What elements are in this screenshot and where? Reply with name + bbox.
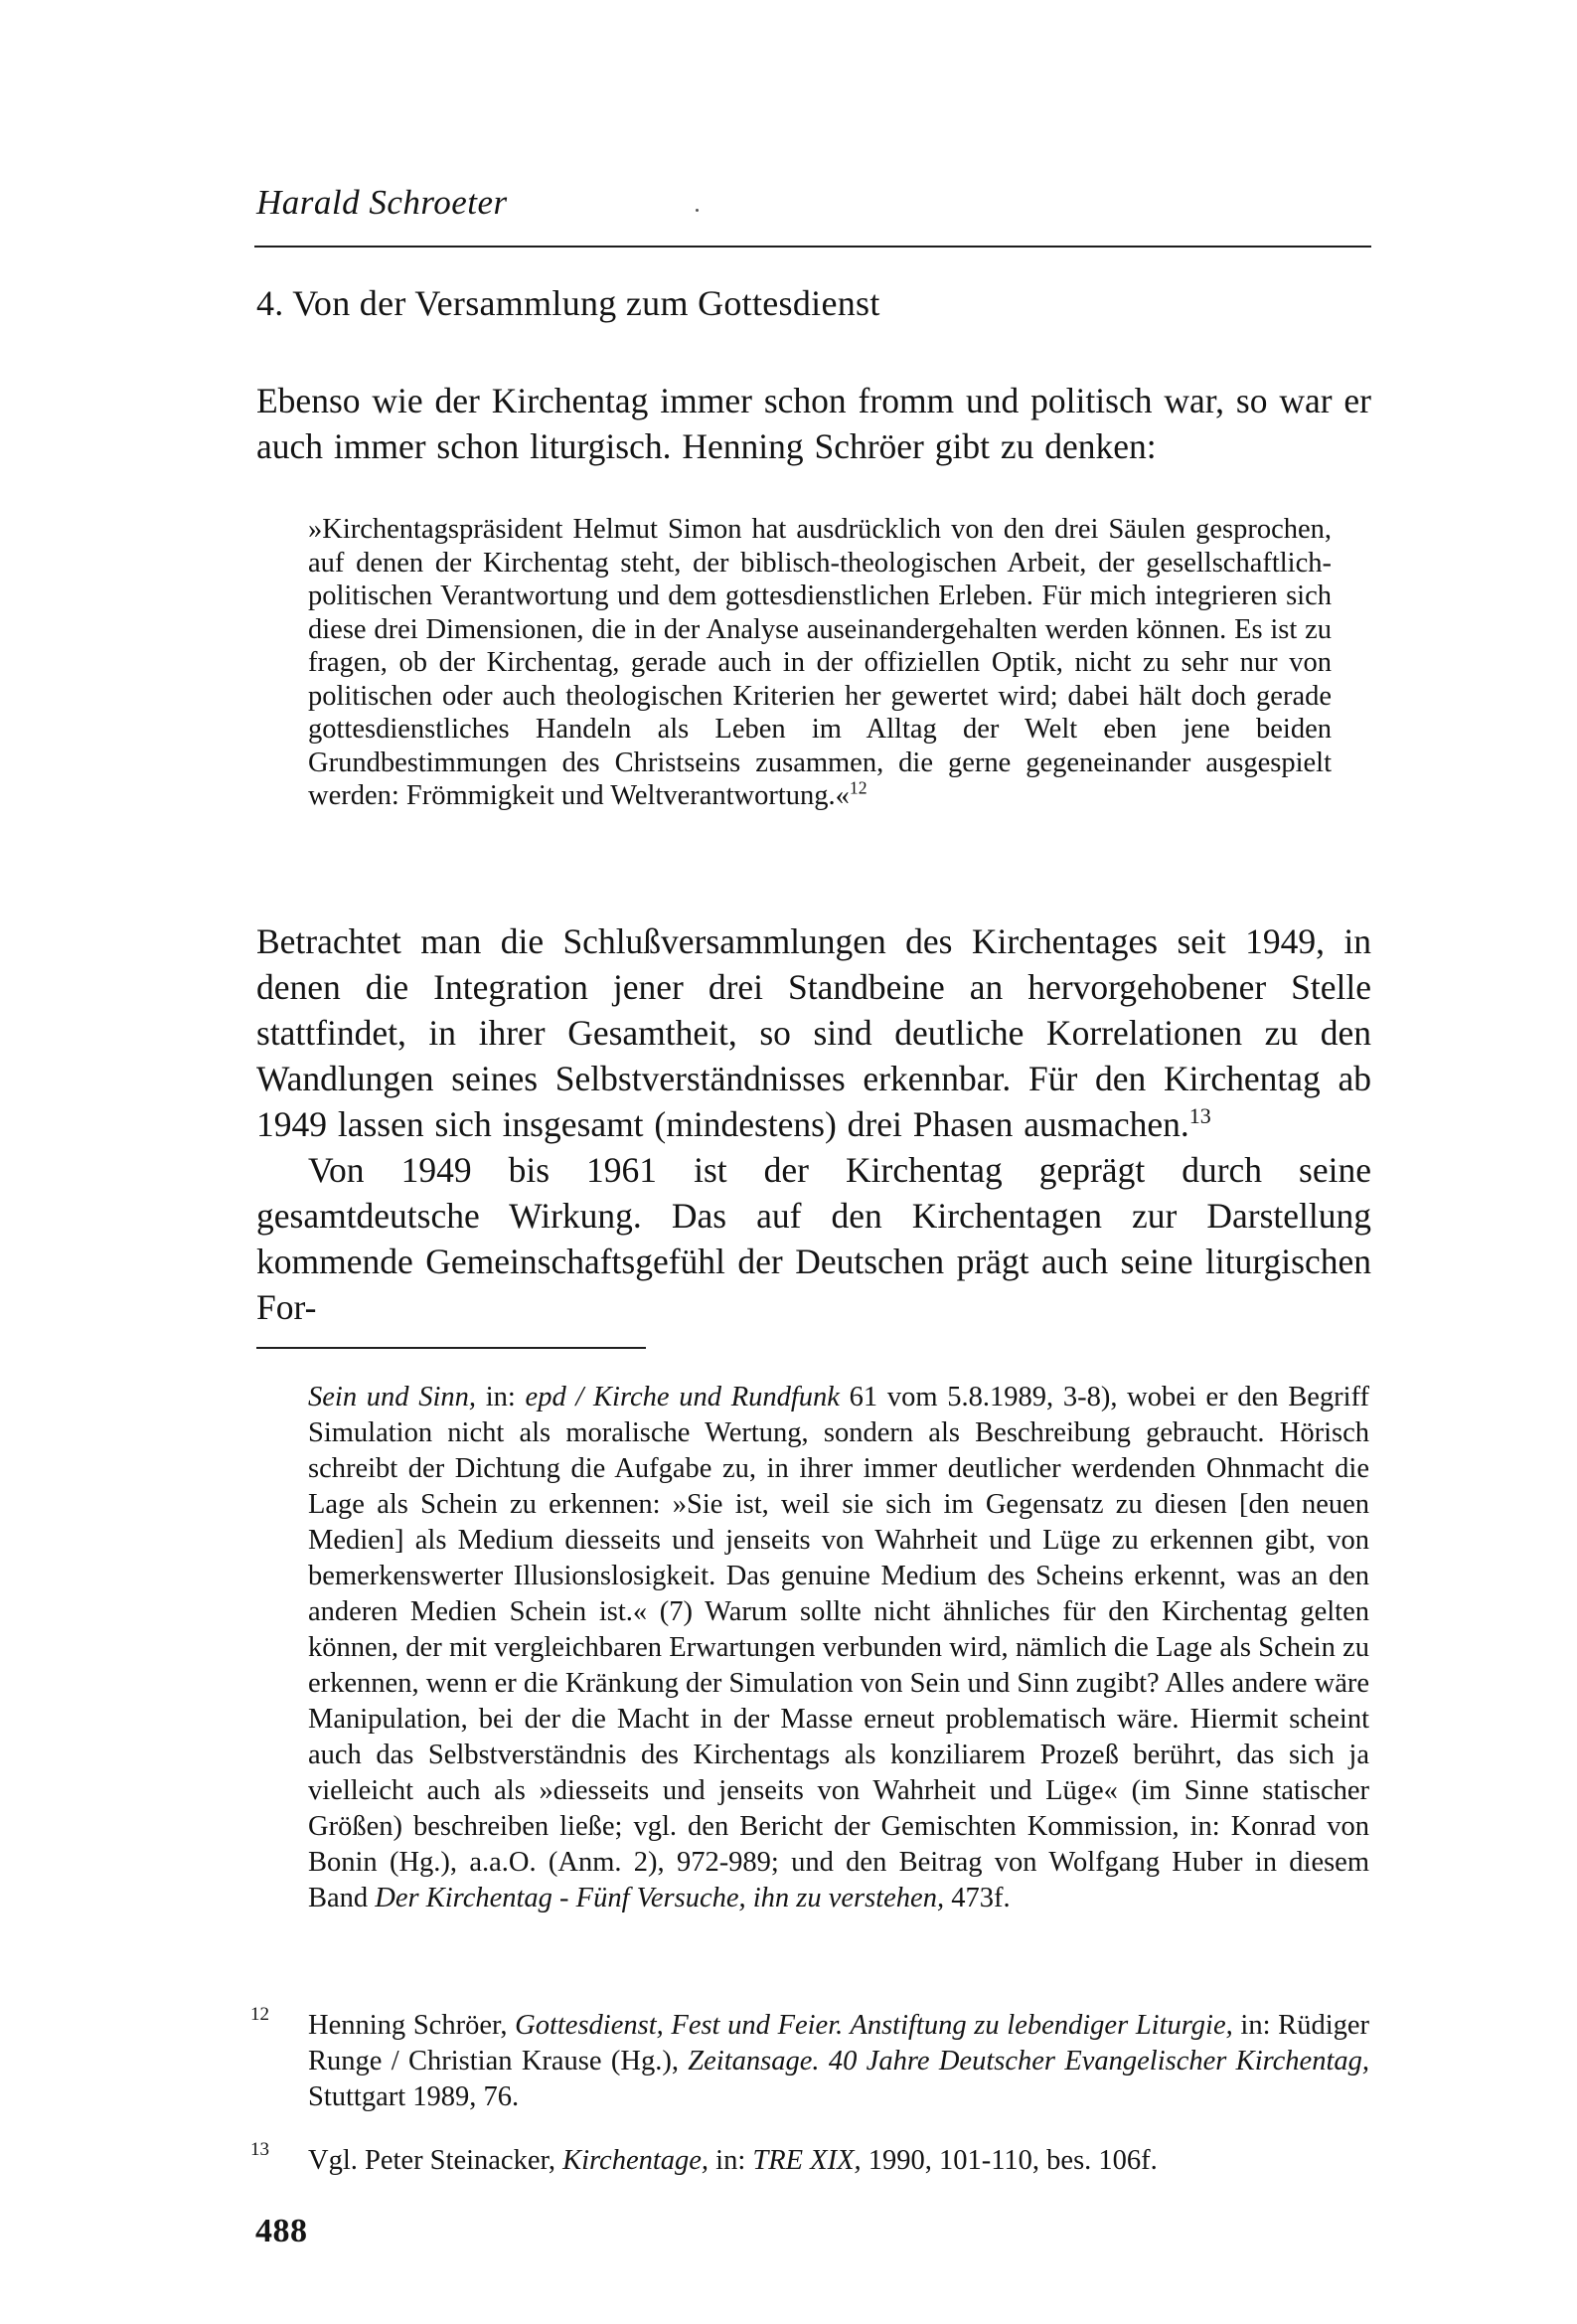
footnote-12-number: 12	[250, 2004, 269, 2025]
fn11-text-3: 473f.	[944, 1883, 1011, 1913]
fn11-text-1: in:	[476, 1382, 526, 1412]
block-quote	[308, 513, 1332, 813]
footnote-13	[250, 2139, 1369, 2179]
fn13-text-2: in:	[709, 2145, 753, 2176]
fn11-huber-title: Der Kirchentag - Fünf Versuche, ihn zu verstehen,	[375, 1883, 945, 1913]
footnote-ref-13: 13	[1188, 1103, 1211, 1129]
fn12-title: Gottesdienst, Fest und Feier. Anstiftung zu lebendiger Liturgie,	[515, 2010, 1233, 2041]
footnote-12	[250, 2004, 1370, 2115]
footnote-rule	[256, 1347, 646, 1349]
footnote-12-text	[308, 2008, 1369, 2115]
footnote-ref-12: 12	[849, 777, 867, 798]
body-paragraph-2-text: Betrachtet man die Schlußversammlungen des Kirchentages seit 1949, in denen die Integration jener drei Standbeine an hervorgehobener Stelle stattfindet, in ihrer Gesamtheit, so sind deutliche Korrelationen zu den Wandlungen seines Selbstverständnisses erkennbar. Für den Kirchentag ab 1949 lassen sich insgesamt (mindestens) drei Phasen ausmachen.	[256, 921, 1371, 1144]
body-paragraph-3: Von 1949 bis 1961 ist der Kirchentag geprägt durch seine gesamtdeutsche Wirkung. Das auf den Kirchentagen zur Darstellung kommende Gemeinschaftsgefühl der Deutschen prägt auch seine liturgischen For-	[256, 1150, 1371, 1327]
footnote-11-continuation	[308, 1380, 1369, 1916]
fn13-source: TRE XIX,	[752, 2145, 862, 2176]
footnote-13-number: 13	[250, 2139, 269, 2160]
fn12-text-2: Stuttgart 1989, 76.	[308, 2081, 520, 2112]
fn11-text-2: 61 vom 5.8.1989, 3-8), wobei er den Begriff Simulation nicht als moralische Wertung, sondern als Beschreibung gebraucht. Hörisch schreibt der Dichtung die Aufgabe zu, in ihrer immer deutlicher werdenden Ohnmacht die Lage als Schein zu erkennen: »Sie ist, weil sie sich im Gegensatz zu diesen [den neuen Medien] als Medium diesseits und jenseits von Wahrheit und Lüge zu erkennen gibt, von bemerkenswerter Illusionslosigkeit. Das genuine Medium des Scheins erkennt, was an den anderen Medien Schein ist.« (7) Warum sollte nicht ähnliches für den Kirchentag gelten können, der mit vergleichbaren Erwartungen verbunden wird, nämlich die Lage als Schein zu erkennen, wenn er die Kränkung der Simulation von Sein und Sinn zugibt? Alles andere wäre Manipulation, bei der die Macht in der Masse erneut problematisch wäre. Hiermit scheint auch das Selbstverständnis des Kirchentags als konziliarem Prozeß berührt, das sich ja vielleicht auch als »diesseits und jenseits von Wahrheit und Lüge« (im Sinne statischer Größen) beschreiben ließe; vgl. den Bericht der Gemischten Kommission, in: Konrad von Bonin (Hg.), a.a.O. (Anm. 2), 972-989; und den Beitrag von Wolfgang Huber in diesem Band	[308, 1382, 1369, 1913]
scan-speck	[696, 209, 699, 212]
fn13-text-3: 1990, 101-110, bes. 106f.	[861, 2145, 1158, 2176]
body-paragraph-2	[256, 918, 1371, 1147]
page-number: 488	[255, 2213, 308, 2249]
body-paragraph-1: Ebenso wie der Kirchentag immer schon fromm und politisch war, so war er auch immer schon liturgisch. Henning Schröer gibt zu denken:	[256, 381, 1371, 466]
fn11-title: Sein und Sinn,	[308, 1382, 477, 1412]
fn13-text-1: Vgl. Peter Steinacker,	[308, 2145, 563, 2176]
fn12-author: Henning Schröer,	[308, 2010, 516, 2041]
header-rule	[254, 246, 1371, 248]
fn12-text-1: in: Rüdiger Runge / Christian Krause (Hg.),	[308, 2010, 1370, 2076]
footnote-13-text	[308, 2143, 1369, 2179]
fn12-book: Zeitansage. 40 Jahre Deutscher Evangelischer Kirchentag,	[688, 2046, 1369, 2076]
body-text-lower	[256, 918, 1371, 1330]
block-quote-text: »Kirchentagspräsident Helmut Simon hat ausdrücklich von den drei Säulen gesprochen, auf denen der Kirchentag steht, der biblisch-theologischen Arbeit, der gesellschaftlich-politischen Verantwortung und dem gottesdienstlichen Erleben. Für mich integrieren sich diese drei Dimensionen, die in der Analyse auseinandergehalten werden können. Es ist zu fragen, ob der Kirchentag, gerade auch in der offiziellen Optik, nicht zu sehr nur von politischen oder auch theologischen Kriterien her gewertet wird; dabei hält doch gerade gottesdienstliches Handeln als Leben im Alltag der Welt eben jene beiden Grundbestimmungen des Christseins zusammen, die gerne gegeneinander ausgespielt werden: Frömmigkeit und Weltverantwortung.«	[308, 514, 1332, 811]
running-head-author: Harald Schroeter	[256, 183, 508, 222]
fn13-title: Kirchentage,	[562, 2145, 710, 2176]
fn11-source: epd / Kirche und Rundfunk	[525, 1382, 840, 1412]
section-heading: 4. Von der Versammlung zum Gottesdienst	[256, 283, 880, 323]
